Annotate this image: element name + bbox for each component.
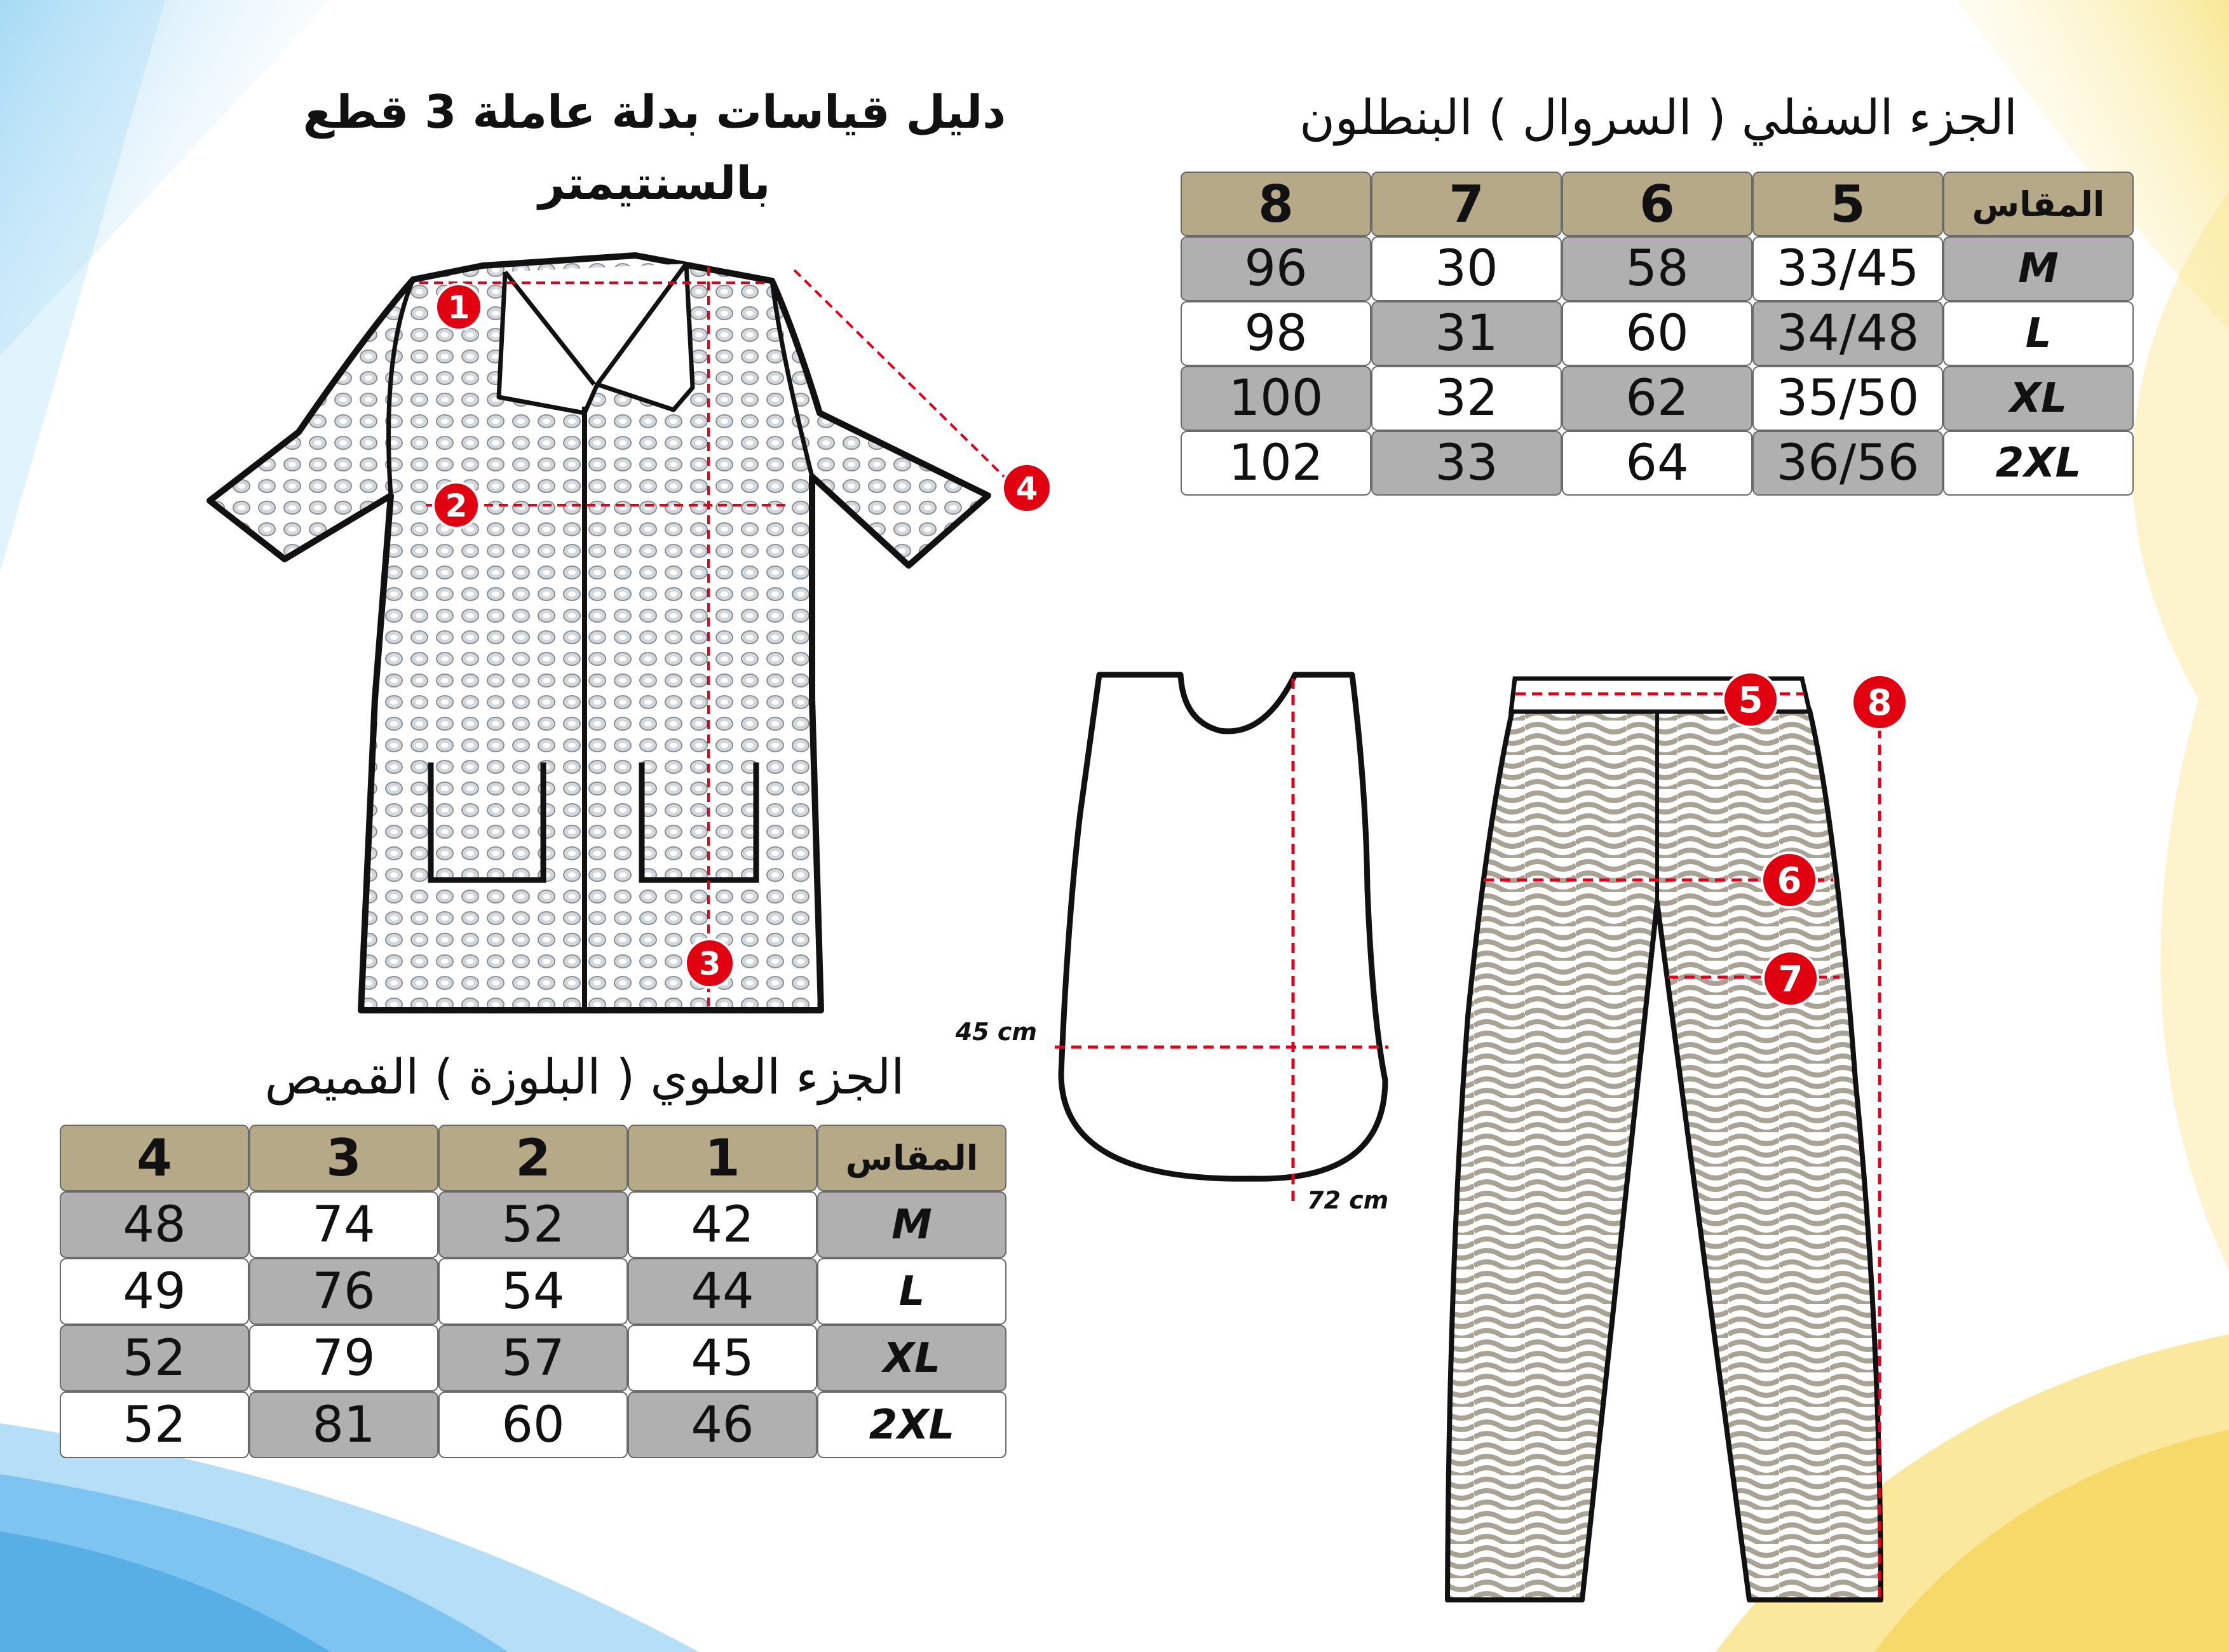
column-header: 6 [1562, 172, 1752, 236]
table-cell: 76 [249, 1258, 438, 1325]
table-row [1181, 301, 2134, 366]
table-cell: 42 [628, 1191, 817, 1258]
table-cell: 36/56 [1752, 431, 1943, 496]
apron-outline [1061, 675, 1385, 1179]
table-cell: 81 [249, 1391, 438, 1458]
table-cell: 31 [1371, 301, 1562, 366]
table-cell: 74 [249, 1191, 438, 1258]
table-cell: 79 [249, 1325, 438, 1391]
svg-text:2: 2 [445, 487, 468, 524]
apron-length-label: 72 cm [1307, 1186, 1389, 1214]
size-label: L [1943, 301, 2134, 366]
shirt-marker-1 [436, 284, 482, 330]
size-label: XL [1943, 366, 2134, 431]
table-row [60, 1325, 1006, 1391]
pants-marker-8 [1852, 675, 1907, 729]
column-header: 4 [60, 1125, 249, 1191]
size-column-header: المقاس [817, 1125, 1006, 1191]
table-header-row [60, 1125, 1006, 1191]
table-cell: 52 [60, 1391, 249, 1458]
column-header: 7 [1371, 172, 1562, 236]
pants-marker-5 [1723, 672, 1778, 727]
svg-text:1: 1 [447, 289, 470, 326]
column-header: 2 [438, 1125, 628, 1191]
svg-text:8: 8 [1867, 682, 1892, 724]
table-cell: 33 [1371, 431, 1562, 496]
page-title [241, 76, 1067, 219]
column-header: 3 [249, 1125, 438, 1191]
pants-diagram [1430, 661, 1925, 1620]
table-row [60, 1391, 1006, 1458]
pants-body [1447, 679, 1881, 1600]
size-label: 2XL [1943, 431, 2134, 496]
table-cell: 35/50 [1752, 366, 1943, 431]
table-cell: 64 [1562, 431, 1752, 496]
table-cell: 44 [628, 1258, 817, 1325]
pants-size-table [1181, 172, 2134, 496]
pants-section-title: الجزء السفلي ( السروال ) البنطلون [1299, 89, 2017, 146]
shirt-marker-4 [1003, 464, 1051, 512]
table-cell: 62 [1562, 366, 1752, 431]
size-label: M [817, 1191, 1006, 1258]
table-cell: 45 [628, 1325, 817, 1391]
pants-marker-7 [1763, 951, 1818, 1006]
apron-diagram [947, 661, 1430, 1233]
table-cell: 100 [1181, 366, 1371, 431]
table-cell: 52 [60, 1325, 249, 1391]
apron-width-label: 45 cm [955, 1018, 1037, 1046]
column-header: 8 [1181, 172, 1371, 236]
pants-marker-6 [1762, 853, 1817, 907]
table-cell: 54 [438, 1258, 628, 1325]
table-cell: 46 [628, 1391, 817, 1458]
table-cell: 60 [1562, 301, 1752, 366]
table-cell: 60 [438, 1391, 628, 1458]
table-cell: 58 [1562, 236, 1752, 301]
size-label: 2XL [817, 1391, 1006, 1458]
size-label: M [1943, 236, 2134, 301]
table-row [1181, 366, 2134, 431]
table-cell: 98 [1181, 301, 1371, 366]
svg-text:3: 3 [698, 945, 721, 982]
svg-text:6: 6 [1777, 860, 1802, 902]
shirt-marker-3 [686, 939, 734, 987]
page-title-line1: دليل قياسات بدلة عاملة 3 قطع [302, 85, 1006, 139]
svg-text:7: 7 [1778, 959, 1803, 1000]
table-header-row [1181, 172, 2134, 236]
table-row [60, 1258, 1006, 1325]
size-label: XL [817, 1325, 1006, 1391]
table-cell: 32 [1371, 366, 1562, 431]
shirt-size-table [60, 1125, 1006, 1458]
shirt-body [210, 255, 988, 1010]
table-cell: 57 [438, 1325, 628, 1391]
size-column-header: المقاس [1943, 172, 2134, 236]
table-cell: 96 [1181, 236, 1371, 301]
table-cell: 30 [1371, 236, 1562, 301]
column-header: 5 [1752, 172, 1943, 236]
table-row [60, 1191, 1006, 1258]
size-label: L [817, 1258, 1006, 1325]
table-cell: 33/45 [1752, 236, 1943, 301]
table-cell: 34/48 [1752, 301, 1943, 366]
table-cell: 48 [60, 1191, 249, 1258]
shirt-marker-2 [433, 482, 479, 528]
table-row [1181, 236, 2134, 301]
shirt-section-title: الجزء العلوي ( البلوزة ) القميص [264, 1048, 905, 1105]
table-cell: 52 [438, 1191, 628, 1258]
table-cell: 49 [60, 1258, 249, 1325]
table-row [1181, 431, 2134, 496]
page-title-line2: بالسنتيمتر [538, 156, 771, 210]
column-header: 1 [628, 1125, 817, 1191]
table-cell: 102 [1181, 431, 1371, 496]
svg-text:4: 4 [1015, 470, 1038, 507]
svg-text:5: 5 [1738, 680, 1763, 721]
